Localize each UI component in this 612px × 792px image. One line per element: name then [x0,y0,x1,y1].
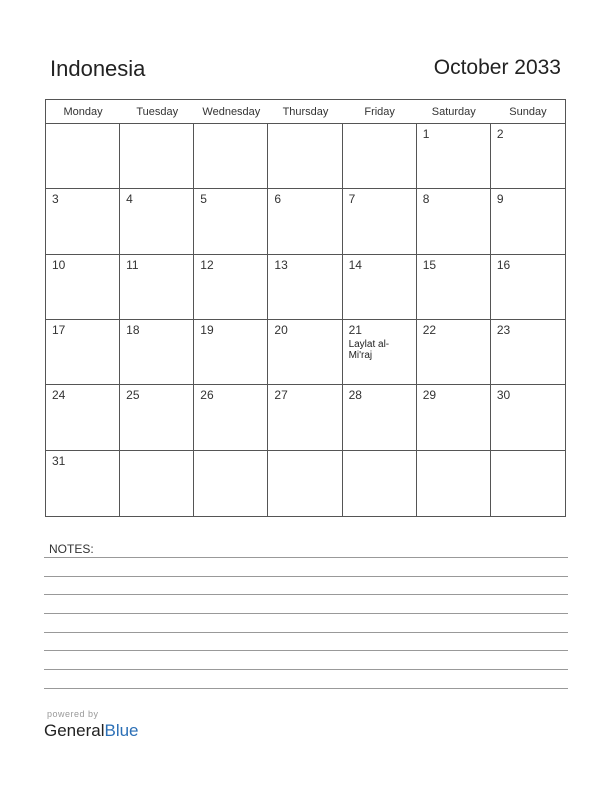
weekday-header: Wednesday [194,100,268,124]
day-cell [491,255,565,320]
brand-logo [44,721,139,741]
day-cell [417,124,491,189]
day-number: 14 [348,257,362,272]
brand-blue: Blue [104,721,139,740]
day-cell [491,385,565,450]
day-cell [120,124,194,189]
day-cell [268,124,342,189]
notes-line [44,650,568,651]
holiday-label: Laylat al-Mi'raj [348,339,390,361]
day-number: 20 [274,323,288,337]
day-cell [491,320,565,385]
day-number: 5 [200,192,207,207]
weekday-header: Saturday [417,100,491,124]
day-number: 9 [496,192,504,207]
day-cell [268,451,342,516]
day-cell [120,255,194,320]
day-number: 30 [496,388,511,403]
day-number: 10 [52,257,66,272]
day-number: 8 [422,192,430,207]
weekday-header: Monday [46,100,120,124]
day-number: 23 [496,323,511,337]
day-cell [194,385,268,450]
brand-general: General [44,721,105,740]
day-number: 7 [348,192,356,207]
weekday-header: Sunday [491,100,565,124]
notes-line [44,557,568,558]
notes-line [44,576,568,577]
weekday-header: Tuesday [120,100,194,124]
day-number: 13 [274,257,288,272]
day-cell [343,320,417,385]
day-cell [46,255,120,320]
day-number: 17 [52,323,66,337]
day-number: 1 [422,127,430,141]
day-cell [343,385,417,450]
notes-line [44,632,568,633]
day-number: 16 [496,257,511,272]
day-cell [120,189,194,254]
notes-line [44,688,568,689]
day-cell [417,255,491,320]
day-cell [343,451,417,516]
day-number: 19 [200,323,214,337]
calendar-country: Indonesia [50,56,146,81]
day-number: 31 [52,453,66,468]
day-cell [46,189,120,254]
day-cell [268,255,342,320]
day-number: 22 [422,323,437,337]
day-cell [194,320,268,385]
day-cell [268,385,342,450]
day-number: 15 [422,257,437,272]
day-cell [343,124,417,189]
weekday-header: Friday [343,100,417,124]
notes-label: NOTES: [49,542,94,556]
calendar-grid [45,99,566,517]
day-cell [268,320,342,385]
day-cell [46,451,120,516]
day-cell [46,124,120,189]
day-cell [120,451,194,516]
day-cell [46,320,120,385]
day-number: 11 [126,257,139,272]
day-number: 29 [422,388,437,403]
day-number: 25 [126,388,140,403]
day-cell [417,320,491,385]
notes-line [44,613,568,614]
day-cell [417,189,491,254]
day-number: 6 [274,192,282,207]
weekday-header: Thursday [268,100,342,124]
day-cell [417,451,491,516]
day-number: 21 [348,323,362,337]
day-number: 24 [52,388,66,403]
day-cell [194,451,268,516]
day-number: 28 [348,388,362,403]
powered-by-text: powered by [47,709,99,719]
day-number: 2 [496,127,504,141]
day-cell [46,385,120,450]
day-number: 4 [126,192,133,207]
day-number: 3 [52,192,59,207]
notes-line [44,669,568,670]
day-number: 26 [200,388,214,403]
day-cell [194,124,268,189]
day-number: 12 [200,257,214,272]
day-number: 27 [274,388,288,403]
day-cell [343,255,417,320]
day-cell [417,385,491,450]
day-number: 18 [126,323,140,337]
day-cell [491,124,565,189]
day-cell [268,189,342,254]
calendar-month-year: October 2033 [433,56,561,79]
day-cell [491,451,565,516]
day-cell [343,189,417,254]
day-cell [120,385,194,450]
day-cell [194,189,268,254]
notes-line [44,594,568,595]
day-cell [120,320,194,385]
day-cell [491,189,565,254]
day-cell [194,255,268,320]
